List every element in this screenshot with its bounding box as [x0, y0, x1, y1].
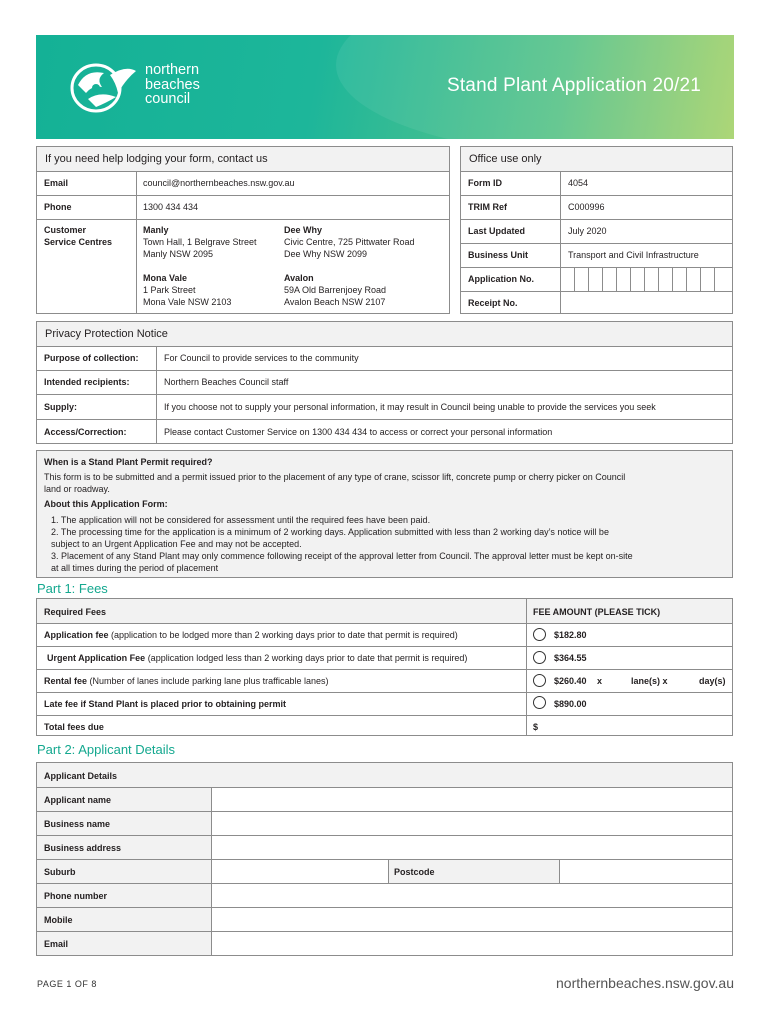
total-fees-value[interactable]: $: [533, 722, 539, 732]
fee-late-radio[interactable]: [533, 696, 546, 709]
postcode-input[interactable]: [560, 860, 732, 883]
last-updated-label: Last Updated: [468, 226, 526, 236]
mobile-input[interactable]: [212, 908, 732, 931]
office-use-box: [460, 146, 733, 314]
trim-ref-value: C000996: [568, 202, 605, 212]
fee-application-radio[interactable]: [533, 628, 546, 641]
business-address-label: Business address: [44, 843, 122, 853]
total-fees-label: Total fees due: [44, 722, 104, 732]
email-label: Email: [44, 178, 69, 188]
business-name-label: Business name: [44, 819, 111, 829]
privacy-value-supply: If you choose not to supply your personal information, it may result in Council being unable to provide the services you seek: [164, 402, 656, 412]
fee-row-rental: Rental fee (Number of lanes include parking lane plus trafficable lanes): [44, 676, 329, 686]
centre-avalon: Avalon 59A Old Barrenjoey Road Avalon Beach NSW 2107: [284, 273, 387, 307]
privacy-label-access: Access/Correction:: [44, 427, 127, 437]
applicant-email-label: Email: [44, 939, 69, 949]
privacy-label-supply: Supply:: [44, 402, 77, 412]
phone-number-input[interactable]: [212, 884, 732, 907]
applicant-name-label: Applicant name: [44, 795, 112, 805]
privacy-value-purpose: For Council to provide services to the community: [164, 353, 359, 363]
form-id-value: 4054: [568, 178, 589, 188]
centre-dee-why: Dee Why Civic Centre, 725 Pittwater Road Dee Why NSW 2099: [284, 225, 415, 259]
fee-application-amount: $182.80: [554, 630, 587, 640]
centre-mona-vale: Mona Vale 1 Park Street Mona Vale NSW 2103: [143, 273, 232, 307]
business-unit-label: Business Unit: [468, 250, 529, 260]
logo-wordmark: northern beaches council: [145, 62, 200, 107]
applicant-heading: Applicant Details: [44, 771, 118, 781]
permit-desc-2: land or roadway.: [44, 484, 110, 494]
header-banner: [36, 35, 734, 139]
last-updated-value: July 2020: [568, 226, 607, 236]
suburb-label: Suburb: [44, 867, 76, 877]
info-list-item: subject to an Urgent Application Fee and may not be accepted.: [51, 539, 302, 549]
fees-table: [36, 598, 733, 736]
postcode-label: Postcode: [394, 867, 435, 877]
info-list-item: 2. The processing time for the application is a minimum of 2 working days. Application submitted with less than 2 working day’s notice will be: [51, 527, 609, 537]
centres-label: Customer Service Centres: [44, 225, 113, 247]
info-list-item: at all times during the period of placement: [51, 563, 219, 573]
receipt-no-label: Receipt No.: [468, 298, 518, 308]
fee-rental-x: x: [597, 676, 603, 686]
office-heading: Office use only: [461, 147, 732, 171]
applicant-name-input[interactable]: [212, 788, 732, 811]
fees-col-amount: FEE AMOUNT (PLEASE TICK): [533, 607, 661, 617]
fee-rental-lanes[interactable]: lane(s) x: [631, 676, 668, 686]
fee-row-application: Application fee (application to be lodged more than 2 working days prior to date that permit is required): [44, 630, 458, 640]
trim-ref-label: TRIM Ref: [468, 202, 507, 212]
privacy-heading: Privacy Protection Notice: [37, 322, 732, 346]
fees-col-required: Required Fees: [44, 607, 107, 617]
fee-urgent-amount: $364.55: [554, 653, 587, 663]
permit-desc-1: This form is to be submitted and a permit issued prior to the placement of any type of crane, scissor lift, concrete pump or cherry picker on Council: [44, 472, 626, 482]
mobile-label: Mobile: [44, 915, 73, 925]
fee-urgent-radio[interactable]: [533, 651, 546, 664]
help-contact-box: [36, 146, 450, 314]
form-id-label: Form ID: [468, 178, 503, 188]
footer-website-link[interactable]: northernbeaches.nsw.gov.au: [556, 975, 734, 991]
info-list-item: 1. The application will not be considered for assessment until the required fees have been paid.: [51, 515, 431, 525]
fee-late-amount: $890.00: [554, 699, 587, 709]
permit-info-box: [36, 450, 733, 578]
suburb-input[interactable]: [212, 860, 388, 883]
centre-manly: Manly Town Hall, 1 Belgrave Street Manly NSW 2095: [143, 225, 257, 259]
privacy-label-recipients: Intended recipients:: [44, 377, 130, 387]
applicant-table: [36, 762, 733, 956]
council-logo-icon: [66, 55, 138, 119]
fee-row-urgent: Urgent Application Fee (application lodged less than 2 working days prior to date that permit is required): [47, 653, 468, 663]
page-number: PAGE 1 OF 8: [37, 979, 97, 989]
business-name-input[interactable]: [212, 812, 732, 835]
permit-question: When is a Stand Plant Permit required?: [44, 457, 213, 467]
fee-rental-amount: $260.40: [554, 676, 587, 686]
page-title: Stand Plant Application 20/21: [446, 75, 701, 96]
privacy-label-purpose: Purpose of collection:: [44, 353, 139, 363]
email-value[interactable]: council@northernbeaches.nsw.gov.au: [143, 178, 295, 188]
fee-row-late: Late fee if Stand Plant is placed prior to obtaining permit: [44, 699, 287, 709]
applicant-section-title: Part 2: Applicant Details: [37, 742, 176, 757]
receipt-no-field[interactable]: [561, 292, 732, 313]
info-list-item: 3. Placement of any Stand Plant may only commence following receipt of the approval letter from Council. The approval letter must be kept on-site: [51, 551, 633, 561]
privacy-value-access: Please contact Customer Service on 1300 434 434 to access or correct your personal information: [164, 427, 553, 437]
phone-label: Phone: [44, 202, 72, 212]
about-form-heading: About this Application Form:: [44, 499, 168, 509]
privacy-notice-box: [36, 321, 733, 444]
business-address-input[interactable]: [212, 836, 732, 859]
fee-rental-days[interactable]: day(s): [699, 676, 726, 686]
business-unit-value: Transport and Civil Infrastructure: [568, 250, 699, 260]
fees-section-title: Part 1: Fees: [37, 581, 108, 596]
application-no-field[interactable]: [560, 267, 732, 291]
phone-number-label: Phone number: [44, 891, 108, 901]
application-no-label: Application No.: [468, 274, 534, 284]
privacy-value-recipients: Northern Beaches Council staff: [164, 377, 289, 387]
phone-value: 1300 434 434: [143, 202, 199, 212]
fee-rental-radio[interactable]: [533, 674, 546, 687]
applicant-email-input[interactable]: [212, 932, 732, 955]
help-heading: If you need help lodging your form, contact us: [37, 147, 449, 171]
